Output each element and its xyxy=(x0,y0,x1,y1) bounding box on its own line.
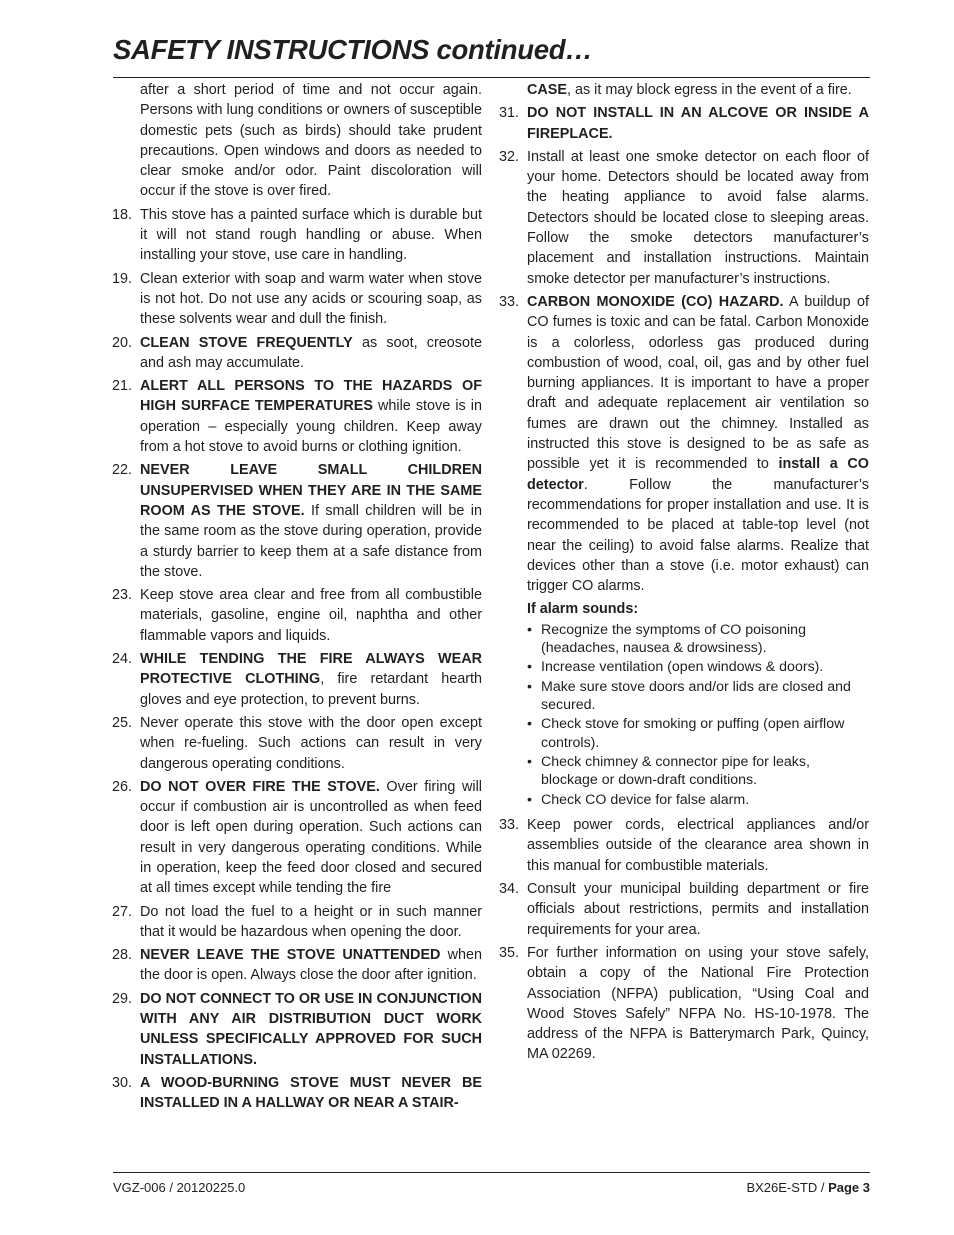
list-item xyxy=(112,460,482,582)
list-item xyxy=(112,649,482,710)
alarm-heading: If alarm sounds: xyxy=(527,601,639,618)
item-number: 33. xyxy=(499,293,520,310)
list-item: • Check chimney & connector pipe for leaks, blockage or down-draft conditions. xyxy=(527,753,810,789)
item-text: DO NOT INSTALL IN AN ALCOVE OR INSIDE A FIREPLACE. xyxy=(527,105,869,142)
item-number: 31. xyxy=(499,105,520,122)
item-text: Consult your municipal building department or fire officials about restrictions, permits and installation requirements for your area. xyxy=(527,881,869,938)
item-text: A WOOD-BURNING STOVE MUST NEVER BE INSTALLED IN A HALLWAY OR NEAR A STAIR- xyxy=(140,1074,482,1112)
item-number: 22. xyxy=(112,462,133,479)
list-item xyxy=(499,147,869,289)
bullet-icon: • xyxy=(527,716,532,733)
list-item xyxy=(112,713,482,774)
item-number: 30. xyxy=(112,1074,133,1091)
list-item: • Check CO device for false alarm. xyxy=(527,791,750,808)
list-item: • Recognize the symptoms of CO poisoning (headaches, nausea & drowsiness). xyxy=(527,621,806,657)
item-number: 29. xyxy=(112,990,133,1007)
list-item xyxy=(112,902,482,943)
footer-rule xyxy=(113,1172,870,1173)
item-number: 24. xyxy=(112,651,133,668)
bullet-icon: • xyxy=(527,791,532,808)
item-number: 19. xyxy=(112,270,133,287)
item-text: DO NOT OVER FIRE THE STOVE. Over firing will occur if combustion air is uncontrolled as when feed door is left open during operation. Such actions can result in very dangerous operating conditions. While in operation, keep the feed door closed and secured at all times except while tending the fire xyxy=(140,778,482,897)
list-item xyxy=(499,103,869,144)
item-text: For further information on using your stove safely, obtain a copy of the National Fire Protection Association (NFPA) publication, “Using Coal and Wood Stoves Safely” NFPA No. HS-10-1978. The address of the NFPA is Batterymarch Park, Quincy, MA 02269. xyxy=(527,944,869,1063)
item-number: 23. xyxy=(112,587,133,604)
list-item: • Make sure stove doors and/or lids are closed and secured. xyxy=(527,678,851,714)
page-number: Page 3 xyxy=(828,1180,870,1195)
item-text: Never operate this stove with the door open except when re-fueling. Such actions can result in very dangerous operating conditions. xyxy=(140,714,482,772)
continued-paragraph: CASE, as it may block egress in the event of a fire. xyxy=(527,82,852,98)
page-footer: BX26E-STD / Page 3 xyxy=(746,1180,870,1195)
list-item xyxy=(112,269,482,330)
continued-paragraph: after a short period of time and not occur again. Persons with lung conditions or owners of susceptible domestic pets (such as birds) should take prudent precautions. Open windows and doors as needed to clear smoke and/or odor. Paint discoloration will occur if the stove is over fired. xyxy=(140,82,482,200)
item-text: Keep power cords, electrical appliances and/or assemblies outside of the clearance area shown in this manual for combustible materials. xyxy=(527,817,869,874)
list-item xyxy=(112,989,482,1070)
list-item xyxy=(112,205,482,266)
list-item: • Check stove for smoking or puffing (open airflow controls). xyxy=(527,716,845,751)
item-text: Do not load the fuel to a height or in such manner that it would be hazardous when opening the door. xyxy=(140,903,482,940)
document-code: VGZ-006 / 20120225.0 xyxy=(113,1180,246,1195)
list-item xyxy=(112,376,482,457)
item-number: 21. xyxy=(112,378,133,395)
list-item xyxy=(112,777,482,899)
bullet-icon: • xyxy=(527,621,532,638)
item-number: 27. xyxy=(112,903,133,920)
item-text: Clean exterior with soap and warm water when stove is not hot. Do not use any acids or scouring soap, as these solvents wear and dull the finish. xyxy=(140,270,482,328)
item-text: CLEAN STOVE FREQUENTLY as soot, creosote and ash may accumulate. xyxy=(140,334,482,371)
list-item xyxy=(499,943,869,1065)
bullet-icon: • xyxy=(527,678,532,695)
list-item xyxy=(112,945,482,986)
alarm-bullet-list xyxy=(527,621,869,809)
left-column xyxy=(112,80,482,1117)
bullet-icon: • xyxy=(527,659,532,676)
item-number: 26. xyxy=(112,778,133,795)
item-number: 18. xyxy=(112,206,133,223)
item-number: 34. xyxy=(499,881,520,898)
item-number: 28. xyxy=(112,947,133,964)
item-number: 33. xyxy=(499,817,520,834)
item-text: ALERT ALL PERSONS TO THE HAZARDS OF HIGH SURFACE TEMPERATURES while stove is in operation – especially young children. Keep away from a hot stove to avoid burns or clothing ignition. xyxy=(140,378,482,456)
item-text: WHILE TENDING THE FIRE ALWAYS WEAR PROTECTIVE CLOTHING, fire retardant hearth gloves and eye protection, to prevent burns. xyxy=(140,651,483,708)
item-text: NEVER LEAVE THE STOVE UNATTENDED when the door is open. Always close the door after ignition. xyxy=(140,947,482,984)
item-text: Keep stove area clear and free from all combustible materials, gasoline, engine oil, naphtha and other flammable vapors and liquids. xyxy=(140,587,482,644)
list-item: • Increase ventilation (open windows & doors). xyxy=(527,659,824,676)
list-item xyxy=(112,333,482,374)
item-text: DO NOT CONNECT TO OR USE IN CONJUNCTION WITH ANY AIR DISTRIBUTION DUCT WORK UNLESS SPECIFICALLY APPROVED FOR SUCH INSTALLATIONS. xyxy=(140,990,482,1068)
list-item xyxy=(499,292,869,596)
item-number: 35. xyxy=(499,944,520,961)
item-number: 20. xyxy=(112,334,133,351)
item-number: 25. xyxy=(112,714,133,731)
bullet-icon: • xyxy=(527,753,532,770)
list-item xyxy=(112,585,482,646)
item-text: This stove has a painted surface which is durable but it will not stand rough handling or abuse. When installing your stove, use care in handling. xyxy=(140,206,482,264)
item-text: NEVER LEAVE SMALL CHILDREN UNSUPERVISED WHEN THEY ARE IN THE SAME ROOM AS THE STOVE. If small children will be in the same room as the stove during operation, provide a sturdy barrier to keep them at a safe distance from the stove. xyxy=(140,462,482,580)
list-item xyxy=(112,1073,482,1114)
item-text: CARBON MONOXIDE (CO) HAZARD. A buildup of CO fumes is toxic and can be fatal. Carbon Monoxide is a colorless, odorless gas produced during combustion of wood, coal, oil, gas and by other fuel burning appliances. It is important to have a proper draft and adequate replacement air ventilation so fumes are drawn out the chimney. Installed as instructed this stove is designed to be as safe as possible yet it is recommended to install a CO detector. Follow the manufacturer’s recommendations for proper installation and use. It is recommended to be placed at table-top level (not near the ceiling) to avoid false alarms. Realize that devices other than a stove (i.e. motor exhaust) can trigger CO alarms. xyxy=(527,293,870,595)
item-number: 32. xyxy=(499,148,520,165)
page-title: SAFETY INSTRUCTIONS continued… xyxy=(113,34,593,65)
right-column xyxy=(499,80,869,1068)
list-item xyxy=(499,879,869,940)
list-item xyxy=(499,815,869,876)
item-text: Install at least one smoke detector on each floor of your home. Detectors should be located away from the heating appliance to avoid false alarms. Detectors should be located close to sleeping areas. Follow the smoke detectors manufacturer’s placement and installation instructions. Maintain smoke detector per manufacturer’s instructions. xyxy=(527,148,869,287)
header-rule xyxy=(113,77,870,78)
